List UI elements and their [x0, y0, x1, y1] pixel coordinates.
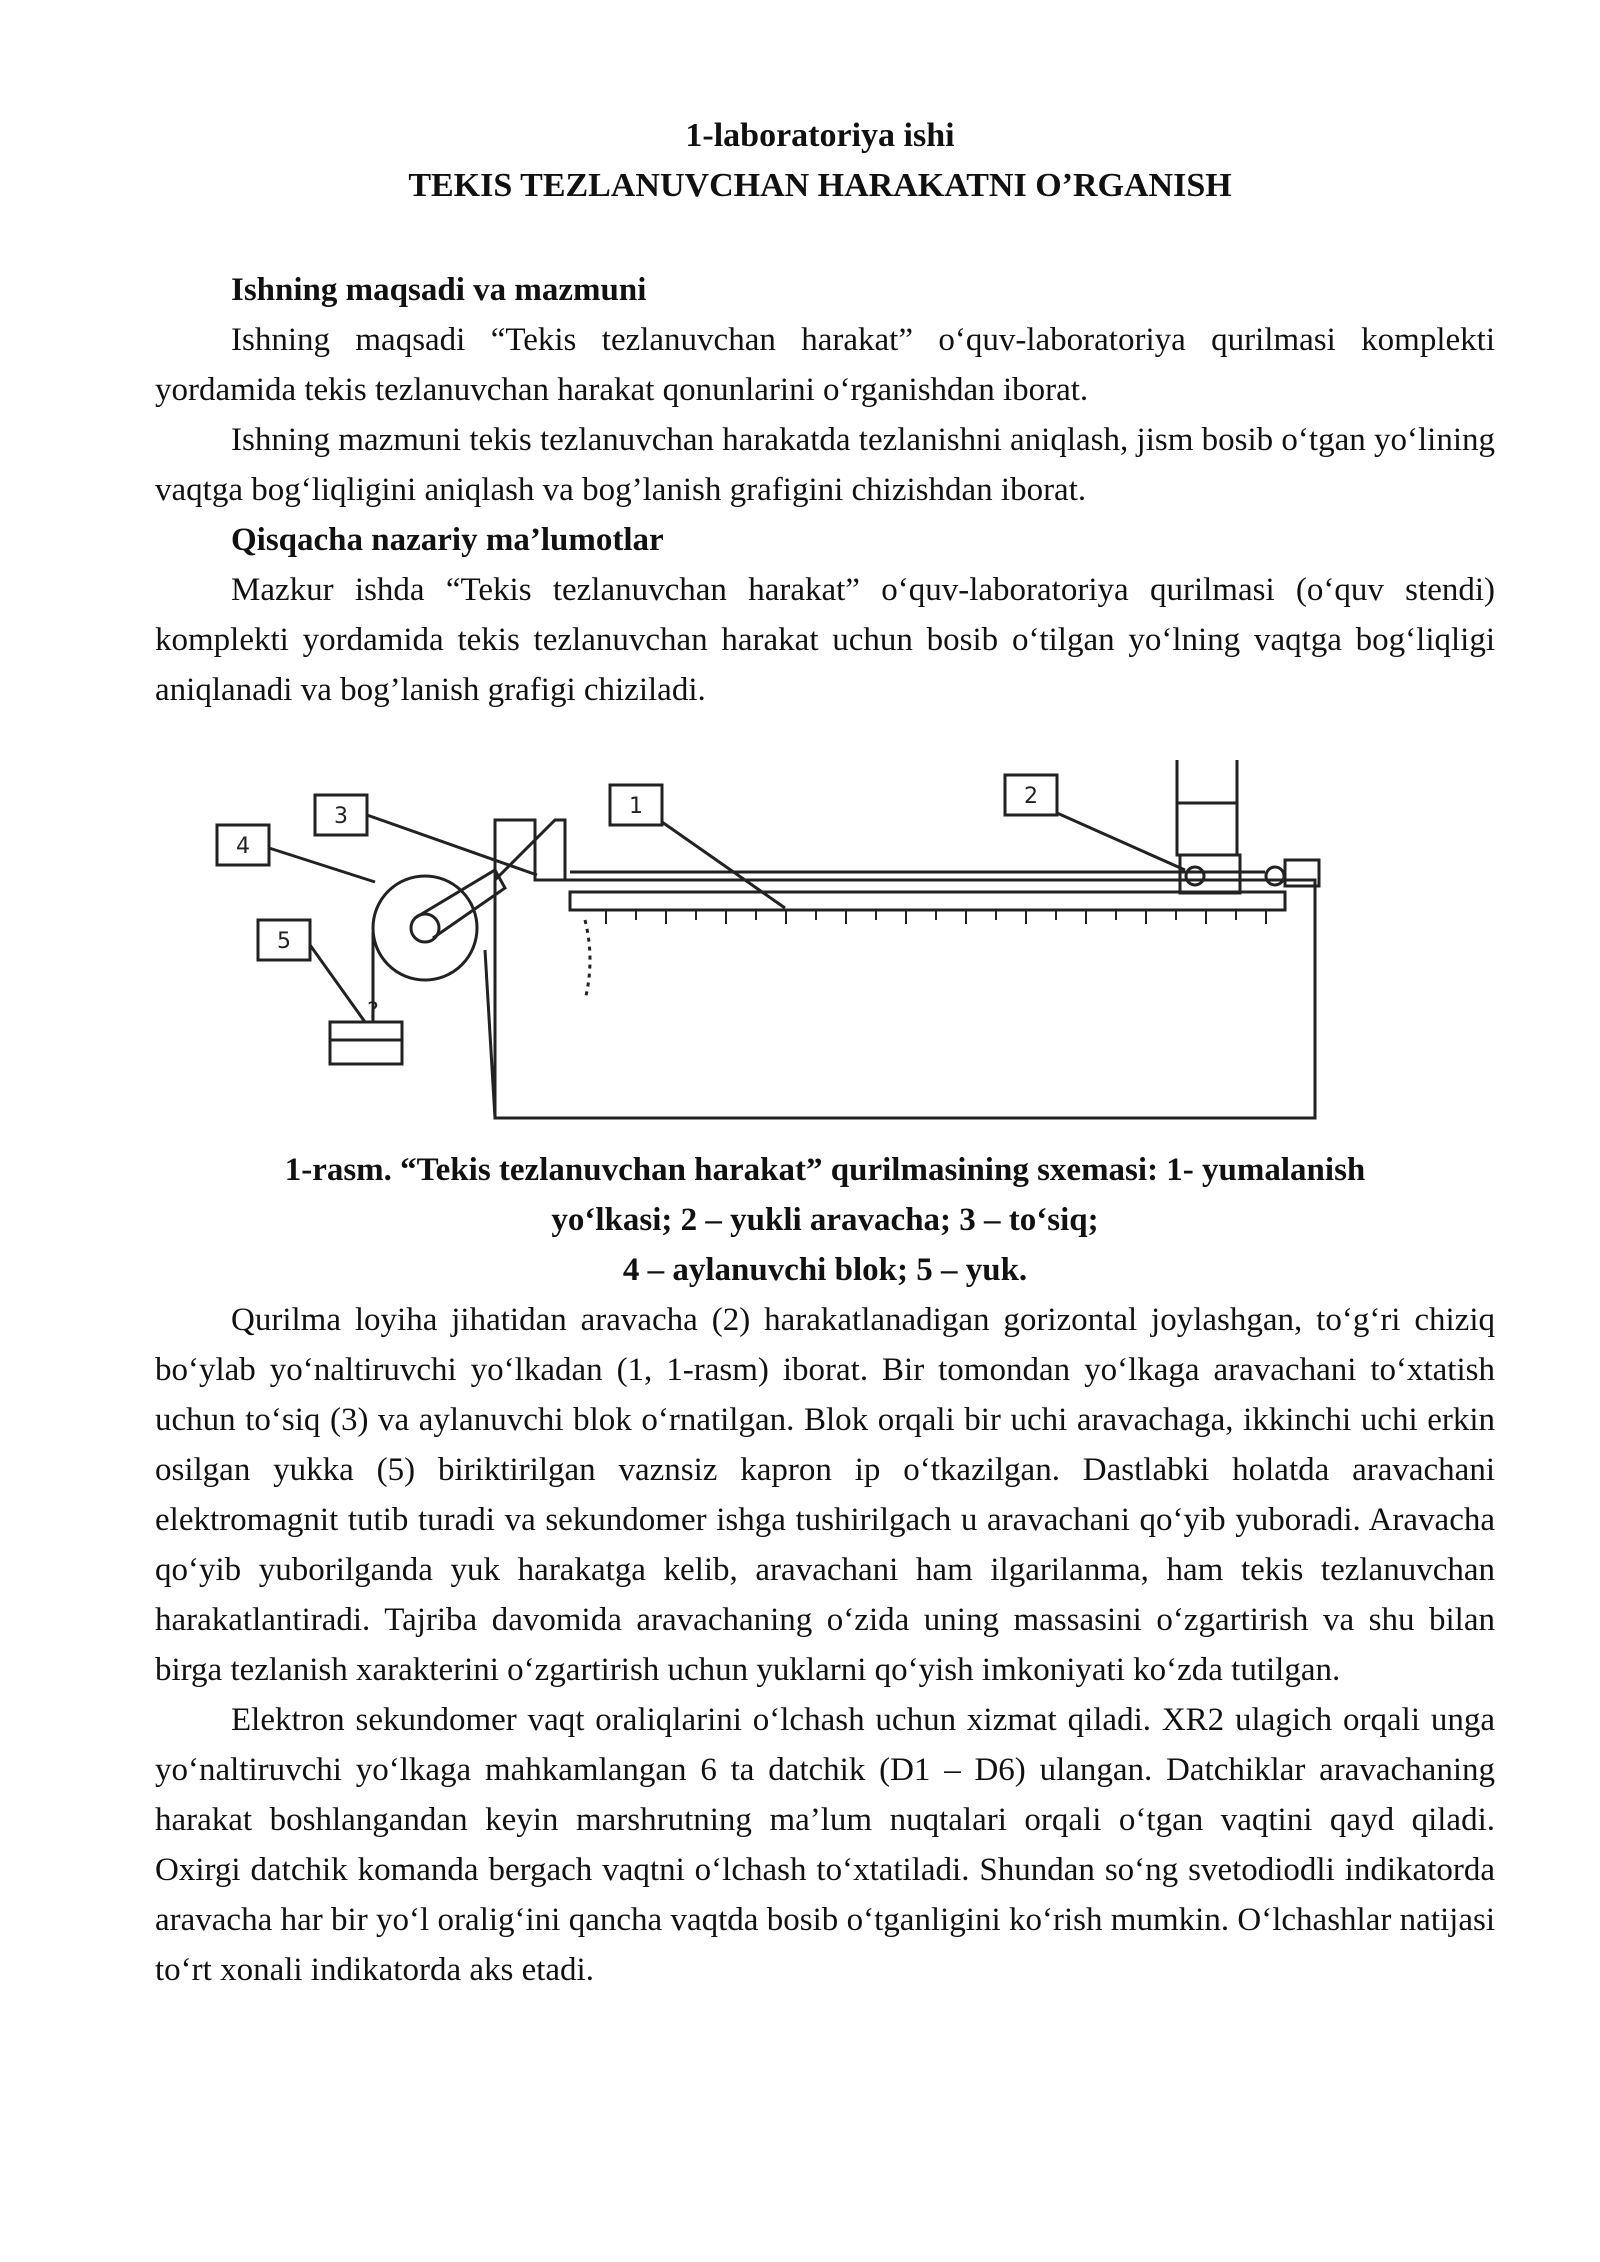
- label-3: 3: [334, 804, 348, 829]
- ruler-ticks: [605, 910, 1267, 924]
- leader-5: [310, 945, 365, 1022]
- intro-sections: [155, 265, 1495, 715]
- pulley-arm: [415, 870, 505, 938]
- caption-line-3: 4 – aylanuvchi blok; 5 – yuk.: [622, 1252, 1028, 1288]
- paragraph-theory: Mazkur ishda “Tekis tezlanuvchan harakat” o‘quv-laboratoriya qurilmasi (o‘quv stendi) komplekti yordamida tekis tezlanuvchan harakat uchun bosib o‘tilgan yo‘lning vaqtga bog‘liqligi aniqlanadi va bog’lanish grafigi chiziladi.: [155, 572, 1495, 708]
- paragraph-purpose: Ishning maqsadi “Tekis tezlanuvchan harakat” o‘quv-laboratoriya qurilmasi komplekti yordamida tekis tezlanuvchan harakat qonunlarini o‘rganishdan iborat.: [155, 322, 1495, 408]
- track-rail: [570, 892, 1285, 910]
- body-text: [155, 1295, 1495, 1995]
- leader-2: [1057, 813, 1185, 870]
- cart-load-bottom: [1177, 803, 1237, 855]
- cart-body: [1180, 855, 1240, 893]
- figure-caption: [155, 1145, 1495, 1295]
- lab-number-heading: 1-laboratoriya ishi: [685, 117, 955, 154]
- paragraph-device: Qurilma loyiha jihatidan aravacha (2) harakatlanadigan gorizontal joylashgan, to‘g‘ri chiziq bo‘ylab yo‘naltiruvchi yo‘lkadan (1, 1-rasm) iborat. Bir tomondan yo‘lkaga aravachani to‘xtatish uchun to‘siq (3) va aylanuvchi blok o‘rnatilgan. Blok orqali bir uchi aravachaga, ikkinchi uchi erkin osilgan yukka (5) biriktirilgan vaznsiz kapron ip o‘tkazilgan. Dastlabki holatda aravachani elektromagnit tutib turadi va sekundomer ishga tushirilgach u aravachani qo‘yib yuboradi. Aravacha qo‘yib yuborilganda yuk harakatga kelib, aravachani ham ilgarilanma, ham tekis tezlanuvchan harakatlantiradi. Tajriba davomida aravachaning o‘zida uning massasini o‘zgartirish va shu bilan birga tezlanish xarakterini o‘zgartirish uchun yuklarni qo‘yish imkoniyati ko‘zda tutilgan.: [155, 1302, 1495, 1688]
- section-heading-theory: Qisqacha nazariy ma’lumotlar: [231, 522, 664, 558]
- apparatus-diagram: [175, 760, 1415, 1140]
- table-body: [495, 820, 1315, 1118]
- cart-wheel-front: [1186, 867, 1204, 885]
- caption-line-1: 1-rasm. “Tekis tezlanuvchan harakat” qurilmasining sxemasi: 1- yumalanish: [284, 1152, 1366, 1188]
- label-1: 1: [629, 794, 643, 819]
- question-mark-label: ?: [367, 999, 379, 1024]
- cart-load-top: [1177, 760, 1237, 803]
- label-4: 4: [236, 834, 250, 859]
- cart-wheel-back: [1266, 867, 1284, 885]
- label-5: 5: [277, 929, 291, 954]
- paragraph-stopwatch: Elektron sekundomer vaqt oraliqlarini o‘lchash uchun xizmat qiladi. XR2 ulagich orqali unga yo‘naltiruvchi yo‘lkaga mahkamlangan 6 ta datchik (D1 – D6) ulangan. Datchiklar aravachaning harakat boshlangandan keyin marshrutning ma’lum nuqtalari orqali o‘tgan vaqtini qayd qiladi. Oxirgi datchik komanda bergach vaqtni o‘lchash to‘xtatiladi. Shundan so‘ng svetodiodli indikatorda aravacha har bir yo‘l oralig‘ini qancha vaqtda bosib o‘tganligini ko‘rish mumkin. O‘lchashlar natijasi to‘rt xonali indikatorda aks etadi.: [155, 1702, 1495, 1988]
- caption-line-2: yo‘lkasi; 2 – yukli aravacha; 3 – to‘siq;: [551, 1202, 1099, 1238]
- leader-3: [367, 815, 537, 875]
- leader-4: [269, 848, 375, 882]
- document-title: TEKIS TEZLANUVCHAN HARAKATNI O’RGANISH: [408, 167, 1232, 204]
- leader-1: [662, 822, 785, 908]
- paragraph-content: Ishning mazmuni tekis tezlanuvchan harakatda tezlanishni aniqlash, jism bosib o‘tgan yo‘lining vaqtga bog‘liqligini aniqlash va bog’lanish grafigini chizishdan iborat.: [155, 422, 1495, 508]
- label-2: 2: [1024, 784, 1038, 809]
- weight-box: [330, 1022, 402, 1064]
- sensor-wire: [585, 920, 590, 1000]
- section-heading-purpose: Ishning maqsadi va mazmuni: [231, 272, 647, 308]
